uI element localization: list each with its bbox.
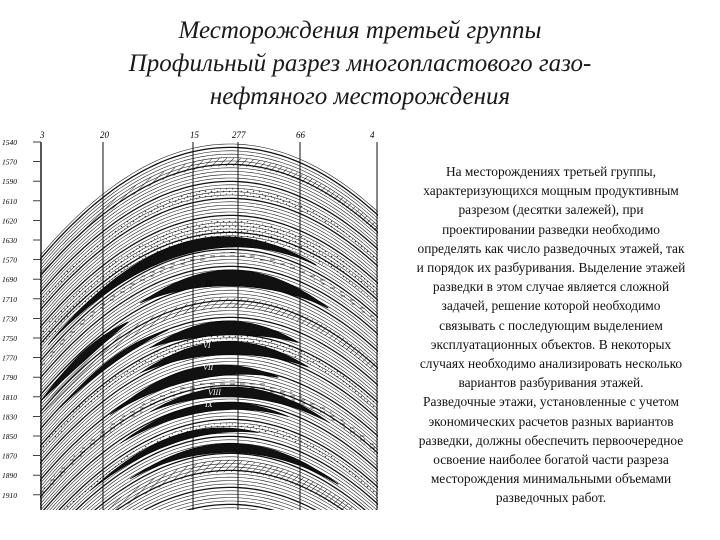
body-line: разрезом (десятки залежей), при — [458, 202, 644, 218]
depth-label: 1570 — [2, 255, 17, 265]
body-line: месторождения минимальными объемами — [430, 471, 672, 487]
depth-label: 1610 — [2, 196, 17, 206]
depth-label: 1710 — [2, 294, 17, 304]
body-line: и порядок их разбуривания. Выделение этажей — [416, 260, 686, 276]
stage-label: VII — [203, 363, 214, 372]
body-line: разведочных работ. — [495, 490, 607, 506]
stage-label: VI — [203, 341, 211, 350]
stage-label: VIII — [208, 388, 221, 397]
depth-axis — [2, 138, 41, 500]
depth-label: 1730 — [2, 314, 17, 324]
body-line: Разведочные этажи, установленные с учетом — [423, 394, 679, 410]
body-line: задачей, решение которой необходимо — [441, 298, 661, 314]
well-label: 4 — [370, 130, 375, 140]
stage-label: IX — [205, 400, 213, 409]
body-line: связывать с последующим выделением — [439, 317, 663, 333]
stage-label: IV — [205, 279, 214, 289]
depth-label: 1630 — [2, 236, 17, 245]
title-line-2: Профильный разрез многопластового газо- — [128, 50, 592, 77]
well-labels — [39, 130, 375, 140]
depth-label: 1540 — [2, 138, 17, 147]
body-line: разведки в этом случае является сложной — [432, 279, 670, 295]
well-label: 20 — [100, 130, 109, 140]
well-label: 3 — [40, 130, 45, 140]
body-line: разведки, должны обеспечить первоочередное — [418, 432, 684, 448]
body-line: На месторождениях третьей группы, — [445, 164, 657, 179]
depth-label: 1910 — [2, 490, 17, 500]
depth-label: 1810 — [2, 392, 17, 402]
slide-title — [70, 14, 650, 113]
depth-label: 1850 — [2, 432, 17, 441]
body-line: вариантов разбуривания этажей. — [458, 375, 644, 391]
depth-label: 1690 — [2, 275, 17, 285]
well-label: 66 — [296, 130, 305, 140]
title-line-3: нефтяного месторождения — [209, 83, 511, 110]
slide-body-text — [387, 162, 715, 508]
stratum-line — [36, 508, 384, 540]
depth-label: 1620 — [2, 216, 17, 226]
well-label: 277 — [232, 130, 246, 140]
depth-label: 1570 — [2, 157, 17, 167]
depth-label: 1750 — [2, 334, 17, 343]
well-label: 15 — [190, 130, 199, 140]
body-line: эксплуатационных объектов. В некоторых — [430, 336, 672, 352]
depth-label: 1590 — [2, 177, 17, 187]
depth-label: 1790 — [2, 373, 17, 383]
depth-label: 1890 — [2, 471, 17, 481]
body-line: характеризующихся мощным продуктивным — [423, 183, 679, 199]
body-line: экономических расчетов разных вариантов — [428, 413, 674, 429]
depth-label: 1830 — [2, 412, 17, 422]
geological-profile-section — [0, 130, 395, 540]
title-line-1: Месторождения третьей группы — [178, 17, 542, 44]
body-line: проектировании разведки необходимо — [442, 221, 660, 237]
body-line: освоение наиболее богатой части разреза — [433, 452, 669, 468]
depth-label: 1770 — [2, 353, 17, 363]
body-line: определять как число разведочных этажей, так — [417, 240, 685, 256]
depth-label: 1870 — [2, 451, 17, 461]
body-line: случаях необходимо анализировать несколько — [419, 356, 683, 372]
